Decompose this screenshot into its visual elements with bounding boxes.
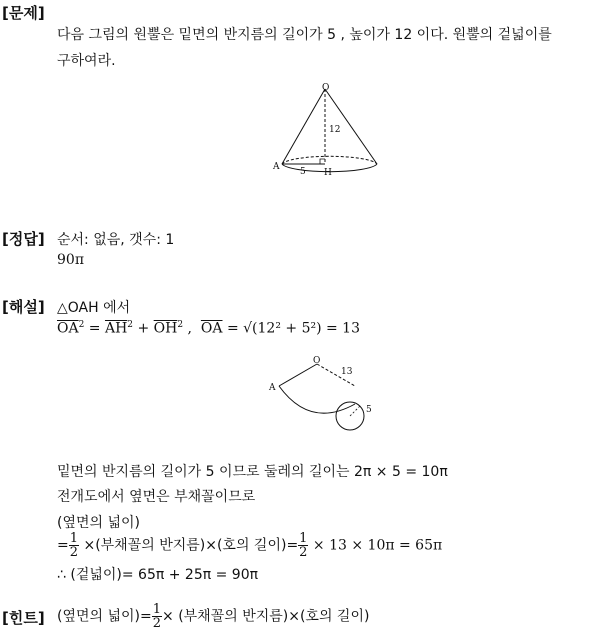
hint-text-a: (옆면의 넓이)=: [57, 608, 152, 625]
label-h: H: [324, 168, 332, 178]
problem-text-line1: 다음 그림의 원뿔은 밑면의 반지름의 길이가 5 , 높이가 12 이다. 원뿔의 겉넓이를: [57, 27, 552, 43]
answer-tag: [정답]: [2, 230, 45, 248]
answer-line2: 90π: [57, 252, 85, 268]
label-12: 12: [329, 125, 341, 135]
pythagoras-equation: $\overline{OA}^2 = \overline{AH}^2 + \overline{OH}^2$ , $\overline{OA} = √(12^2 + 5^2) = 13$: [57, 320, 361, 337]
explanation-line4: 전개도에서 옆면은 부채꼴이므로: [57, 489, 256, 505]
segment-oa: $\overline{OA}$: [57, 320, 79, 337]
line6-text-b: × 13 × 10π = 65π: [312, 537, 443, 554]
hint-text: [57, 603, 369, 630]
fraction-half: $\frac{1}{2}$: [69, 531, 79, 560]
label-o: O: [322, 83, 330, 93]
net-label-5: 5: [366, 405, 372, 415]
segment-oa-2: $\overline{OA}$: [200, 320, 223, 337]
problem-tag: [문제]: [2, 4, 45, 22]
segment-ah: $\overline{AH}$: [104, 320, 128, 337]
hint-tag: [힌트]: [2, 609, 45, 627]
fraction-half-2: $\frac{1}{2}$: [299, 531, 308, 560]
net-figure: [265, 354, 385, 436]
explanation-line1: △OAH 에서: [57, 300, 131, 316]
cone-figure: [270, 82, 390, 182]
hint-fraction-half: $\frac{1}{2}$: [152, 602, 162, 631]
explanation-line7: ∴ (겉넓이)= 65π + 25π = 90π: [57, 567, 259, 583]
net-label-a: A: [269, 383, 276, 393]
explanation-line5: (옆면의 넓이): [57, 515, 140, 531]
explanation-line3: 밑면의 반지름의 길이가 5 이므로 둘레의 길이는 2π × 5 = 10π: [57, 464, 448, 480]
label-a: A: [273, 162, 280, 172]
net-label-o: O: [313, 356, 321, 366]
explanation-line6: = $\frac{1}{2}$ ×(부채꼴의 반지름)×(호의 길이)= $\frac{1}{2}$ × 13 × 10π = 65π: [57, 531, 443, 560]
segment-oh: $\overline{OH}$: [153, 320, 178, 337]
net-label-13: 13: [341, 367, 353, 377]
label-5: 5: [300, 167, 306, 177]
line6-text-a: ×(부채꼴의 반지름)×(호의 길이)=: [83, 537, 299, 554]
equation-rhs: = √(12² + 5²) = 13: [226, 320, 361, 337]
answer-line1: 순서: 없음, 갯수: 1: [57, 232, 175, 248]
problem-text-line2: 구하여라.: [57, 53, 116, 69]
explanation-tag: [해설]: [2, 298, 45, 316]
hint-text-b: × (부채꼴의 반지름)×(호의 길이): [162, 608, 370, 625]
